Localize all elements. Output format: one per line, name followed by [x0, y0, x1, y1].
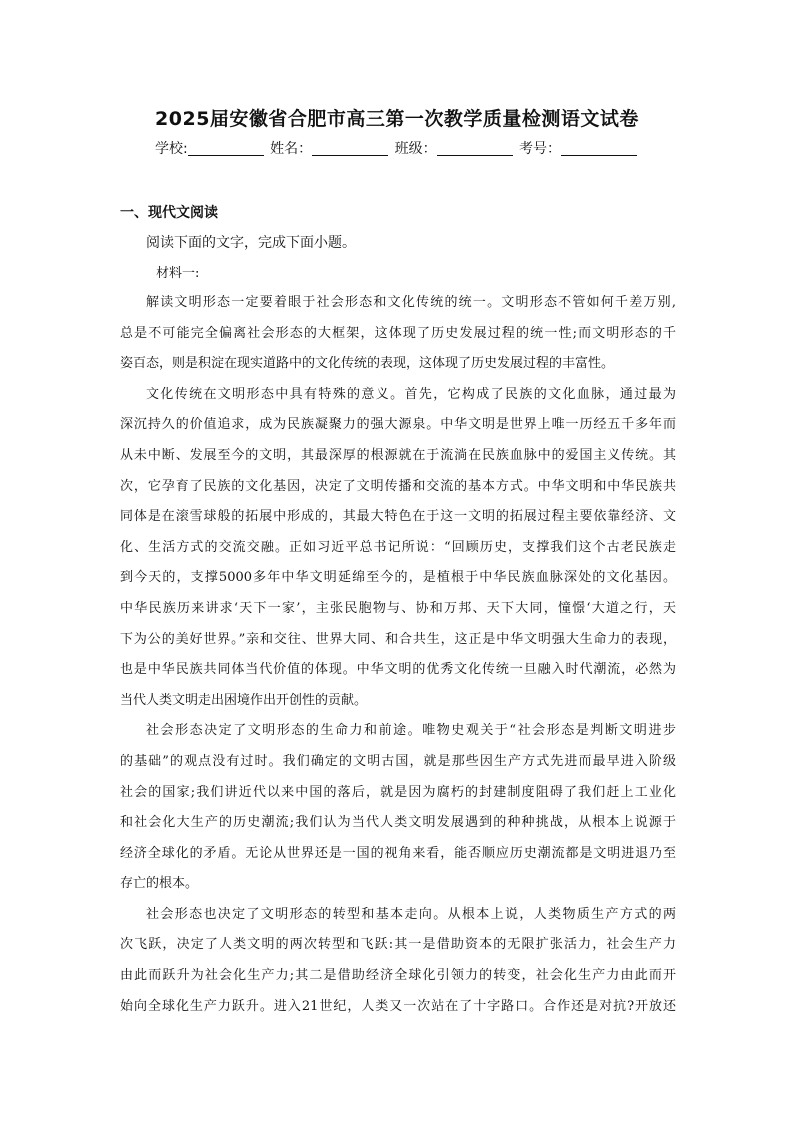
text-line: 深沉持久的价值追求，成为民族凝聚力的强大源泉。中华文明是世界上唯一历经五千多年而 [120, 417, 676, 433]
text-line: 总是不可能完全偏离社会形态的大框架，这体现了历史发展过程的统一性;而文明形态的千 [120, 325, 676, 341]
text-line: 经济全球化的矛盾。无论从世界还是一国的视角来看，能否顺应历史潮流都是文明进退乃至 [120, 845, 676, 861]
text-line: 到今天的，支撑5000多年中华文明延绵至今的，是植根于中华民族血脉深处的文化基因。 [120, 570, 676, 586]
text-line: 从未中断、发展至今的文明，其最深厚的根源就在于流淌在民族血脉中的爱国主义传统。其 [120, 447, 676, 463]
text-line: 社会形态决定了文明形态的生命力和前途。唯物史观关于“社会形态是判断文明进步 [146, 723, 676, 739]
text-line: 的基础”的观点没有过时。我们确定的文明古国，就是那些因生产方式先进而最早进入阶级 [120, 753, 676, 769]
exam-number-label: 考号： [519, 141, 562, 157]
text-line: 次飞跃，决定了人类文明的两次转型和飞跃:其一是借助资本的无限扩张活力，社会生产力 [120, 937, 676, 953]
school-label: 学校: [154, 141, 188, 157]
text-line: 由此而跃升为社会化生产力;其二是借助经济全球化引领力的转变，社会化生产力由此而开 [120, 968, 676, 984]
paragraph [120, 288, 676, 380]
reading-instruction: 阅读下面的文字，完成下面小题。 [146, 235, 356, 251]
text-line: 次，它孕育了民族的文化基因，决定了文明传播和交流的基本方式。中华文明和中华民族共 [120, 478, 676, 494]
paragraph [120, 380, 676, 717]
material-label: 材料一: [156, 266, 200, 281]
school-blank[interactable] [188, 141, 264, 156]
text-line: 中华民族历来讲求‘天下一家’，主张民胞物与、协和万邦、天下大同，憧憬‘大道之行，天 [120, 600, 676, 616]
passage-body [120, 288, 676, 1022]
name-label: 姓名： [270, 141, 313, 157]
text-line: 文化传统在文明形态中具有特殊的意义。首先，它构成了民族的文化血脉，通过最为 [146, 386, 676, 402]
text-line: 当代人类文明走出困境作出开创性的贡献。 [120, 692, 368, 708]
text-line: 社会的国家;我们讲近代以来中国的落后，就是因为腐朽的封建制度阻碍了我们赶上工业化 [120, 784, 676, 800]
class-label: 班级： [394, 141, 437, 157]
text-line: 存亡的根本。 [120, 876, 199, 892]
name-blank[interactable] [312, 141, 388, 156]
exam-title: 2025届安徽省合肥市高三第一次教学质量检测语文试卷 [155, 108, 639, 130]
text-line: 始向全球化生产力跃升。进入21世纪，人类又一次站在了十字路口。合作还是对抗?开放还 [120, 998, 676, 1014]
section-heading: 一、现代文阅读 [120, 205, 218, 221]
text-line: 化、生活方式的交流交融。正如习近平总书记所说：“回顾历史，支撑我们这个古老民族走 [120, 539, 676, 555]
text-line: 姿百态，则是积淀在现实道路中的文化传统的表现，这体现了历史发展过程的丰富性。 [120, 356, 615, 372]
text-line: 下为公的美好世界。”亲和交往、世界大同、和合共生，这正是中华文明强大生命力的表现， [120, 631, 676, 647]
student-info-line [0, 138, 794, 158]
class-blank[interactable] [437, 141, 513, 156]
text-line: 和社会化大生产的历史潮流;我们认为当代人类文明发展遇到的种种挑战，从根本上说源于 [120, 815, 676, 831]
text-line: 社会形态也决定了文明形态的转型和基本走向。从根本上说，人类物质生产方式的两 [146, 906, 676, 922]
text-line: 解读文明形态一定要着眼于社会形态和文化传统的统一。文明形态不管如何千差万别, [146, 295, 676, 310]
text-line: 同体是在滚雪球般的拓展中形成的，其最大特色在于这一文明的拓展过程主要依靠经济、文 [120, 509, 676, 525]
exam-number-blank[interactable] [561, 141, 637, 156]
text-line: 也是中华民族共同体当代价值的体现。中华文明的优秀文化传统一旦融入时代潮流，必然为 [120, 662, 676, 678]
paragraph [120, 900, 676, 1022]
paragraph [120, 716, 676, 900]
